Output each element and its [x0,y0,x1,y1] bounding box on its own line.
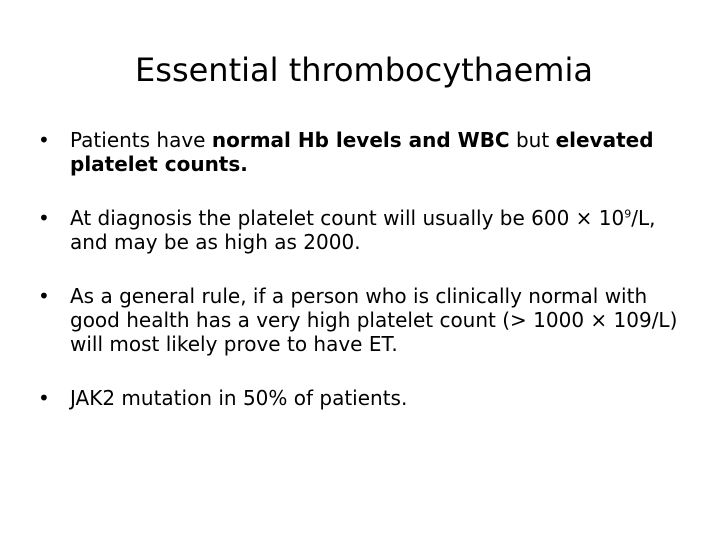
bullet-1-bold-platelets: elevated platelet counts. [70,128,654,176]
bullet-point-icon: • [38,386,50,410]
bullet-item-3 [38,284,698,356]
bullet-1-text: Patients have [70,128,212,152]
bullet-list [38,128,698,440]
bullet-1-connector: but [509,128,556,152]
bullet-item-2 [38,206,698,254]
bullet-point-icon: • [38,128,50,152]
bullet-item-4 [38,386,698,410]
bullet-2-superscript: 9 [624,207,632,221]
bullet-2-text: At diagnosis the platelet count will usually be 600 × 10 [70,206,625,230]
bullet-2-text-end: /L, and may be as high as 2000. [70,206,656,254]
bullet-4-text: JAK2 mutation in 50% of patients. [70,386,408,410]
bullet-3-text: As a general rule, if a person who is clinically normal with good health has a very high platelet count (> 1000 × 109/L) will most likely prove to have ET. [70,284,678,356]
slide-title: Essential thrombocythaemia [135,51,593,89]
bullet-point-icon: • [38,284,50,308]
bullet-1-bold-hb-wbc: normal Hb levels and WBC [211,128,510,152]
bullet-point-icon: • [38,206,50,230]
bullet-item-1 [38,128,698,176]
